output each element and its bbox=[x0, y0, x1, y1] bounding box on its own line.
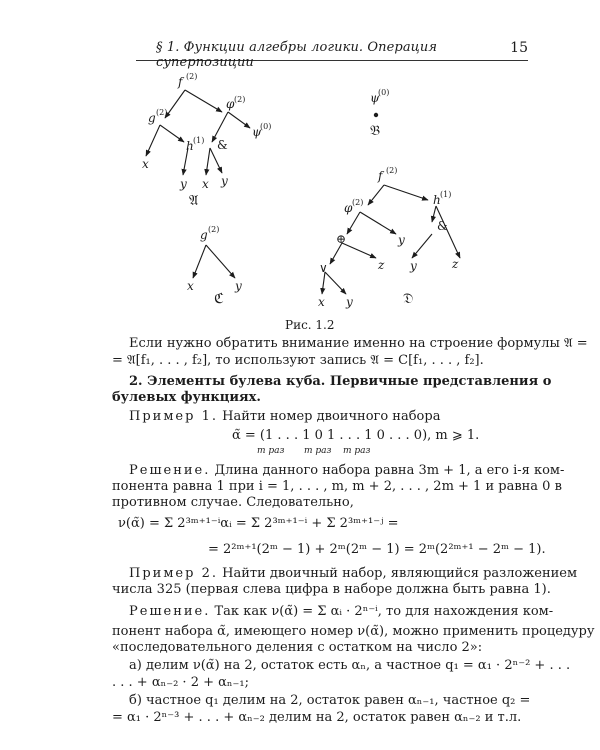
example-1-line bbox=[129, 409, 440, 425]
node-sup: (2) bbox=[234, 95, 246, 104]
node-label-and: & bbox=[217, 138, 228, 152]
formula-letter-A: 𝔄 bbox=[189, 193, 199, 209]
example-text: Найти номер двоичного набора bbox=[222, 409, 441, 424]
section-heading-line: булевых функциях. bbox=[112, 390, 261, 405]
solution-1-line: понента равна 1 при i = 1, . . . , m, m + 2, . . . , 2m + 1 и равна 0 в bbox=[112, 479, 562, 494]
formula-nu-line-2: = 2²ᵐ⁺¹(2ᵐ − 1) + 2ᵐ(2ᵐ − 1) = 2ᵐ(2²ᵐ⁺¹ − 2ᵐ − 1). bbox=[208, 542, 546, 557]
leaf-y: y bbox=[221, 174, 228, 188]
formula-alpha: α̃ = (1 . . . 1 0 1 . . . 1 0 . . . 0), m ⩾ 1. bbox=[232, 428, 480, 443]
paragraph-line: = 𝔄[f₁, . . . , f₂], то используют запись 𝔄 = C[f₁, . . . , f₂]. bbox=[112, 353, 484, 368]
node-label-f: f bbox=[378, 169, 383, 183]
node-sup: (2) bbox=[208, 225, 220, 234]
node-sup: (0) bbox=[260, 122, 272, 131]
node-label-g: g bbox=[148, 111, 156, 125]
solution-heading: Решение. bbox=[129, 463, 211, 478]
solution-2-line bbox=[129, 604, 553, 620]
node-sup: (2) bbox=[386, 166, 398, 175]
formula-letter-C: ℭ bbox=[214, 291, 224, 307]
node-sup: (1) bbox=[193, 136, 205, 145]
leaf-z: z bbox=[378, 258, 385, 272]
node-sup: (2) bbox=[186, 72, 198, 81]
node-sup: (0) bbox=[378, 88, 390, 97]
node-label-psi: ψ bbox=[370, 91, 380, 105]
leaf-y: y bbox=[180, 177, 187, 191]
example-2-line bbox=[129, 566, 577, 582]
solution-heading: Решение. bbox=[129, 604, 211, 619]
node-label-xor: ⊕ bbox=[336, 232, 347, 246]
leaf-y: y bbox=[410, 259, 417, 273]
example-heading: Пример 2. bbox=[129, 566, 218, 581]
leaf-y: y bbox=[398, 233, 405, 247]
section-heading-line: 2. Элементы булева куба. Первичные представления о bbox=[129, 374, 552, 389]
figure-1-2 bbox=[0, 0, 600, 330]
node-label-psi: ψ bbox=[252, 125, 262, 139]
solution-text: Так как ν(α̃) = Σ αᵢ · 2ⁿ⁻ⁱ, то для нахождения ком- bbox=[214, 604, 554, 619]
formula-letter-B: 𝔅 bbox=[370, 123, 381, 139]
node-label-h: h bbox=[433, 193, 441, 207]
leaf-x: x bbox=[187, 279, 194, 293]
underbrace-label: m раз bbox=[304, 446, 332, 456]
node-labels bbox=[142, 72, 459, 309]
solution-2-line: . . . + αₙ₋₂ · 2 + αₙ₋₁; bbox=[112, 675, 249, 690]
node-sup: (2) bbox=[156, 108, 168, 117]
formula-letter-D: 𝔇 bbox=[403, 291, 414, 307]
page-number: 15 bbox=[510, 40, 528, 56]
solution-text: Длина данного набора равна 3m + 1, а его i-я ком- bbox=[214, 463, 565, 478]
solution-2-line: а) делим ν(α̃) на 2, остаток есть αₙ, а частное q₁ = α₁ · 2ⁿ⁻² + . . . bbox=[129, 658, 571, 673]
example-text: Найти двоичный набор, являющийся разложением bbox=[222, 566, 578, 581]
leaf-z: z bbox=[452, 257, 459, 271]
node-dot bbox=[374, 113, 378, 117]
solution-1-line: противном случае. Следовательно, bbox=[112, 495, 354, 510]
solution-2-line: б) частное q₁ делим на 2, остаток равен αₙ₋₁, частное q₂ = bbox=[129, 693, 531, 708]
running-title: § 1. Функции алгебры логики. Операция суперпозиции bbox=[156, 40, 438, 70]
node-label-g: g bbox=[200, 228, 208, 242]
leaf-x: x bbox=[318, 295, 325, 309]
solution-2-line: понент набора α̃, имеющего номер ν(α̃), можно применить процедуру bbox=[112, 624, 595, 639]
node-label-h: h bbox=[186, 139, 194, 153]
example-heading: Пример 1. bbox=[129, 409, 218, 424]
node-label-phi: φ bbox=[344, 201, 353, 215]
leaf-y: y bbox=[235, 279, 242, 293]
solution-1-line bbox=[129, 463, 564, 479]
solution-2-line: «последовательного деления с остатком на число 2»: bbox=[112, 640, 483, 655]
figure-caption: Рис. 1.2 bbox=[285, 318, 335, 332]
example-2-line: числа 325 (первая слева цифра в наборе должна быть равна 1). bbox=[112, 582, 551, 597]
paragraph-line: Если нужно обратить внимание именно на строение формулы 𝔄 = bbox=[129, 336, 588, 351]
node-label-f: f bbox=[178, 75, 183, 89]
underbrace-label: m раз bbox=[257, 446, 285, 456]
leaf-x: x bbox=[142, 157, 149, 171]
solution-2-line: = α₁ · 2ⁿ⁻³ + . . . + αₙ₋₂ делим на 2, остаток равен αₙ₋₂ и т.л. bbox=[112, 710, 522, 725]
node-label-and: & bbox=[437, 219, 448, 233]
node-label-or: ∨ bbox=[319, 261, 328, 275]
node-label-phi: φ bbox=[226, 97, 235, 111]
leaf-y: y bbox=[346, 295, 353, 309]
leaf-x: x bbox=[202, 177, 209, 191]
node-sup: (2) bbox=[352, 198, 364, 207]
underbrace-label: m раз bbox=[343, 446, 371, 456]
node-sup: (1) bbox=[440, 190, 452, 199]
formula-nu-line-1: ν(α̃) = Σ 2³ᵐ⁺¹⁻ⁱαᵢ = Σ 2³ᵐ⁺¹⁻ⁱ + Σ 2³ᵐ⁺¹⁻ʲ = bbox=[118, 516, 399, 531]
